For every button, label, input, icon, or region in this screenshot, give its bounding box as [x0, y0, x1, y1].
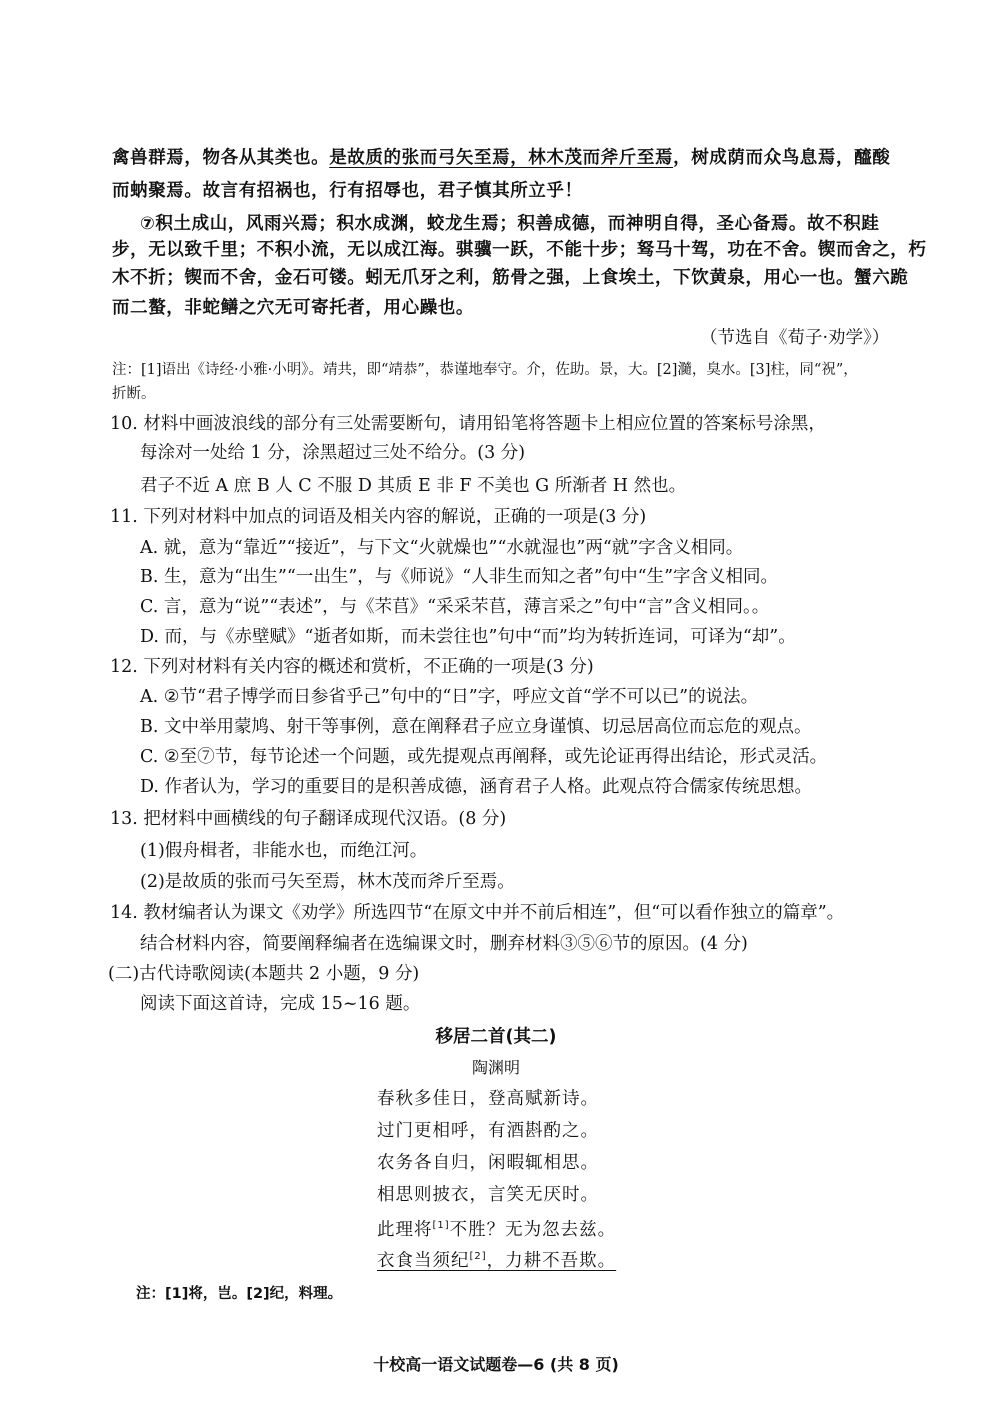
passage-line: 木不折；锲而不舍，金石可镂。蚓无爪牙之利，筋骨之强，上食埃土，下饮黄泉，用心一也。蟹六跪 — [112, 268, 909, 288]
annotation-note: 折断。 — [112, 386, 156, 402]
poem-note: 注：[1]将，岂。[2]纪，料理。 — [136, 1286, 343, 1302]
option-c: C. 言，意为“说”“表述”，与《芣苢》“采采芣苢，薄言采之”句中“言”含义相同。。 — [140, 597, 770, 617]
page-footer: 十校高一语文试题卷—6 (共 8 页) — [373, 1355, 619, 1374]
underlined-sentence: 是故质的张而弓矢至焉，林木茂而斧斤至焉 — [329, 148, 674, 168]
question-12: 12. 下列对材料有关内容的概述和赏析，不正确的一项是(3 分) — [110, 657, 594, 677]
poem-text: 衣食当须纪 — [377, 1250, 470, 1271]
poem-line — [377, 1215, 616, 1241]
question-13: 13. 把材料中画横线的句子翻译成现代汉语。(8 分) — [110, 809, 507, 829]
poem-author: 陶渊明 — [471, 1058, 520, 1077]
passage-line: 步，无以致千里；不积小流，无以成江海。骐骥一跃，不能十步；驽马十驾，功在不舍。锲而舍之，朽 — [112, 240, 927, 260]
passage-line: 而二螯，非蛇鳝之穴无可寄托者，用心躁也。 — [112, 298, 474, 318]
passage-text: 禽兽群焉，物各从其类也。 — [112, 148, 330, 168]
passage-text: ，树成荫而众鸟息焉，醯酸 — [673, 148, 891, 168]
footnote-marker: [2] — [469, 1251, 487, 1262]
question-10: 10. 材料中画波浪线的部分有三处需要断句，请用铅笔将答题卡上相应位置的答案标号涂黑， — [110, 414, 826, 434]
section-heading: (二)古代诗歌阅读(本题共 2 小题，9 分) — [108, 964, 420, 984]
option-a: A. 就，意为“靠近”“接近”，与下文“火就燥也”“水就湿也”两“就”字含义相同。 — [140, 538, 744, 558]
annotation-note: 注：[1]语出《诗经·小雅·小明》。靖共，即“靖恭”，恭谨地奉守。介，佐助。景，大。[2]瀡，臭水。[3]柱，同“祝”， — [112, 362, 858, 378]
poem-line-underlined — [377, 1246, 616, 1272]
option-b: B. 生，意为“出生”“一出生”，与《师说》“人非生而知之者”句中“生”字含义相同。 — [140, 567, 779, 587]
poem-line: 过门更相呼，有酒斟酌之。 — [377, 1121, 599, 1141]
poem-text: ，力耕不吾欺。 — [486, 1250, 617, 1271]
poem-line: 相思则披衣，言笑无厌时。 — [377, 1185, 599, 1205]
footnote-marker: [1] — [432, 1220, 450, 1231]
poem-line: 春秋多佳日，登高赋新诗。 — [377, 1089, 599, 1109]
question-14-cont: 结合材料内容，简要阐释编者在选编课文时，删弃材料③⑤⑥节的原因。(4 分) — [140, 934, 748, 954]
question-10-cont: 每涂对一处给 1 分，涂黑超过三处不给分。(3 分) — [140, 443, 526, 463]
poem-line: 农务各自归，闲暇辄相思。 — [377, 1153, 599, 1173]
section-intro: 阅读下面这首诗，完成 15~16 题。 — [140, 994, 421, 1014]
poem-text: 此理将 — [377, 1219, 433, 1240]
passage-line — [112, 147, 890, 169]
question-10-sentence: 君子不近 A 庶 B 人 C 不服 D 其质 E 非 F 不美也 G 所渐者 H 然也。 — [140, 476, 687, 496]
option-a: A. ②节“君子博学而日参省乎己”句中的“日”字，呼应文首“学不可以已”的说法。 — [140, 687, 759, 707]
option-b: B. 文中举用蒙鸠、射干等事例，意在阐释君子应立身谨慎、切忌居高位而忘危的观点。 — [140, 717, 812, 737]
translation-item-2: (2)是故质的张而弓矢至焉，林木茂而斧斤至焉。 — [140, 872, 515, 892]
translation-item-1: (1)假舟楫者，非能水也，而绝江河。 — [140, 841, 428, 861]
question-14: 14. 教材编者认为课文《劝学》所选四节“在原文中并不前后相连”，但“可以看作独立的篇章”。 — [110, 903, 845, 923]
question-11: 11. 下列对材料中加点的词语及相关内容的解说，正确的一项是(3 分) — [110, 507, 647, 527]
poem-text: 不胜？无为忽去兹。 — [449, 1219, 617, 1240]
passage-source: （节选自《荀子·劝学》） — [700, 328, 890, 348]
option-d: D. 作者认为，学习的重要目的是积善成德，涵育君子人格。此观点符合儒家传统思想。 — [140, 777, 813, 797]
passage-line: ⑦积土成山，风雨兴焉；积水成渊，蛟龙生焉；积善成德，而神明自得，圣心备焉。故不积跬 — [140, 214, 880, 234]
passage-line: 而蚋聚焉。故言有招祸也，行有招辱也，君子慎其所立乎！ — [112, 181, 583, 201]
poem-title: 移居二首(其二) — [435, 1027, 557, 1047]
option-d: D. 而，与《赤壁赋》“逝者如斯，而未尝往也”句中“而”均为转折连词，可译为“却”。 — [140, 627, 796, 647]
option-c: C. ②至⑦节，每节论述一个问题，或先提观点再阐释，或先论证再得出结论，形式灵活。 — [140, 747, 828, 767]
